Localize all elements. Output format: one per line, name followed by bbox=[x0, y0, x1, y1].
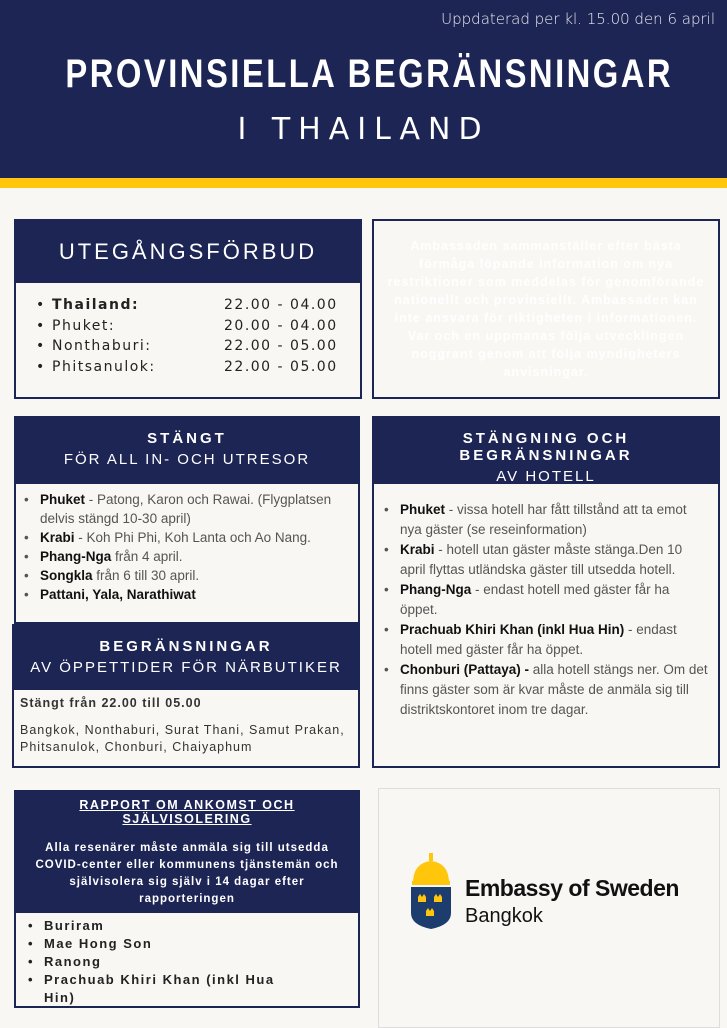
hotels-header bbox=[374, 418, 718, 484]
hotels-item bbox=[378, 500, 710, 540]
hotels-item bbox=[378, 580, 710, 620]
hotels-item bbox=[378, 660, 710, 720]
logo-city: Bangkok bbox=[465, 905, 543, 927]
curfew-place: • Phuket: bbox=[52, 317, 116, 334]
shops-hours: Stängt från 22.00 till 05.00 bbox=[20, 696, 202, 710]
report-header bbox=[16, 792, 358, 913]
hotels-item-text: - vissa hotell har fått tillstånd att ta emot nya gäster (se reseinformation) bbox=[400, 502, 687, 537]
curfew-place: • Nonthaburi: bbox=[52, 338, 152, 354]
closed-item-name: Pattani, Yala, Narathiwat bbox=[40, 587, 196, 602]
swedish-coat-of-arms-icon bbox=[409, 853, 453, 929]
report-item: • Buriram bbox=[22, 917, 298, 935]
curfew-item bbox=[30, 316, 346, 337]
report-title: RAPPORT OM ANKOMST OCH SJÄLVISOLERING bbox=[79, 798, 295, 826]
closed-item-name: Krabi bbox=[40, 530, 75, 545]
hotels-box bbox=[372, 416, 720, 768]
closed-title: STÄNGT bbox=[147, 430, 227, 447]
shops-title: BEGRÄNSNINGAR bbox=[99, 638, 273, 655]
hotels-item-text: - endast hotell med gäster får ha öppet. bbox=[400, 582, 670, 617]
curfew-place: • Thailand: bbox=[52, 297, 140, 313]
curfew-item bbox=[30, 336, 346, 357]
header-banner bbox=[0, 0, 727, 178]
report-item: • Prachuab Khiri Khan (inkl Hua Hin) bbox=[22, 971, 298, 1007]
yellow-stripe bbox=[0, 178, 727, 188]
hotels-item-name: Phang-Nga bbox=[400, 582, 472, 597]
page-title: PROVINSIELLA BEGRÄNSNINGAR bbox=[65, 52, 674, 96]
curfew-item bbox=[30, 357, 346, 378]
hotels-item-text: - endast hotell med gäster får ha öppet. bbox=[400, 622, 677, 657]
report-text: Alla resenärer måste anmäla sig till utsedda COVID-center eller kommunens tjänstemän och självisolera sig själv i 14 dagar efter rapporteringen bbox=[35, 842, 339, 905]
closed-item bbox=[18, 528, 354, 547]
closed-item-name: Songkla bbox=[40, 568, 93, 583]
shops-subtitle: AV ÖPPETTIDER FÖR NÄRBUTIKER bbox=[30, 659, 342, 676]
curfew-item bbox=[30, 295, 346, 316]
closed-item bbox=[18, 566, 354, 585]
curfew-time: 22.00 - 05.00 bbox=[224, 338, 338, 354]
curfew-time: 20.00 - 04.00 bbox=[224, 317, 338, 334]
curfew-time: 22.00 - 05.00 bbox=[224, 358, 338, 375]
closed-item bbox=[18, 547, 354, 566]
logo-box bbox=[378, 788, 720, 1028]
shops-places: Bangkok, Nonthaburi, Surat Thani, Samut Prakan, Phitsanulok, Chonburi, Chaiyaphum bbox=[20, 723, 345, 754]
report-box bbox=[14, 790, 360, 1008]
closed-item bbox=[18, 585, 354, 604]
report-item: • Mae Hong Son bbox=[22, 935, 298, 953]
hotels-item-text: - hotell utan gäster måste stänga.Den 10 april flyttas utländska gäster till utsedda hotell. bbox=[400, 542, 683, 577]
hotels-item bbox=[378, 540, 710, 580]
updated-text: Uppdaterad per kl. 15.00 den 6 april bbox=[441, 10, 715, 28]
page-subtitle: I THAILAND bbox=[237, 112, 490, 147]
hotels-item-text: alla hotell stängs ner. Om det finns gäster som är kvar måste de anmäla sig till distriktskontoret inom tre dagar. bbox=[400, 662, 708, 717]
hotels-item-name: Krabi bbox=[400, 542, 435, 557]
hotels-item-name: Chonburi (Pattaya) - bbox=[400, 662, 530, 677]
report-item: • Ranong bbox=[22, 953, 298, 971]
curfew-place: • Phitsanulok: bbox=[52, 358, 156, 375]
logo-name: Embassy of Sweden bbox=[465, 875, 679, 901]
closed-box bbox=[14, 416, 360, 624]
hotels-subtitle: AV HOTELL bbox=[496, 468, 596, 485]
hotels-item-name: Prachuab Khiri Khan (inkl Hua Hin) bbox=[400, 622, 625, 637]
closed-item bbox=[18, 490, 354, 528]
shops-header bbox=[14, 626, 358, 690]
closed-item-text: från 6 till 30 april. bbox=[92, 568, 200, 583]
closed-item-text: från 4 april. bbox=[111, 549, 183, 564]
hotels-item bbox=[378, 620, 710, 660]
notice-box: Ambassaden sammanställer efter bästa förmåga löpande information om nya restriktioner som meddelas för genomförande nationellt och provinsiellt. Ambassaden kan inte ansvara för riktigheten i informationen. Var och en uppmanas följa utvecklingen noggrant genom att följa myndigheters anvisningar. bbox=[372, 219, 720, 399]
closed-header bbox=[16, 418, 358, 484]
closed-item-text: - Koh Phi Phi, Koh Lanta och Ao Nang. bbox=[74, 530, 311, 545]
closed-subtitle: FÖR ALL IN- OCH UTRESOR bbox=[63, 451, 311, 468]
curfew-time: 22.00 - 04.00 bbox=[224, 297, 338, 313]
curfew-box bbox=[14, 219, 362, 399]
closed-list bbox=[16, 484, 358, 604]
closed-item-text: - Patong, Karon och Rawai. (Flygplatsen delvis stängd 10-30 april) bbox=[40, 492, 332, 526]
curfew-list bbox=[16, 283, 360, 389]
hotels-list bbox=[374, 484, 718, 720]
shops-box bbox=[12, 624, 360, 768]
closed-item-name: Phang-Nga bbox=[40, 549, 112, 564]
hotels-item-name: Phuket bbox=[400, 502, 446, 517]
hotels-title: STÄNGNING OCH BEGRÄNSNINGAR bbox=[459, 430, 633, 464]
report-list bbox=[16, 913, 358, 1007]
curfew-title: UTEGÅNGSFÖRBUD bbox=[16, 221, 360, 283]
closed-item-name: Phuket bbox=[40, 492, 86, 507]
